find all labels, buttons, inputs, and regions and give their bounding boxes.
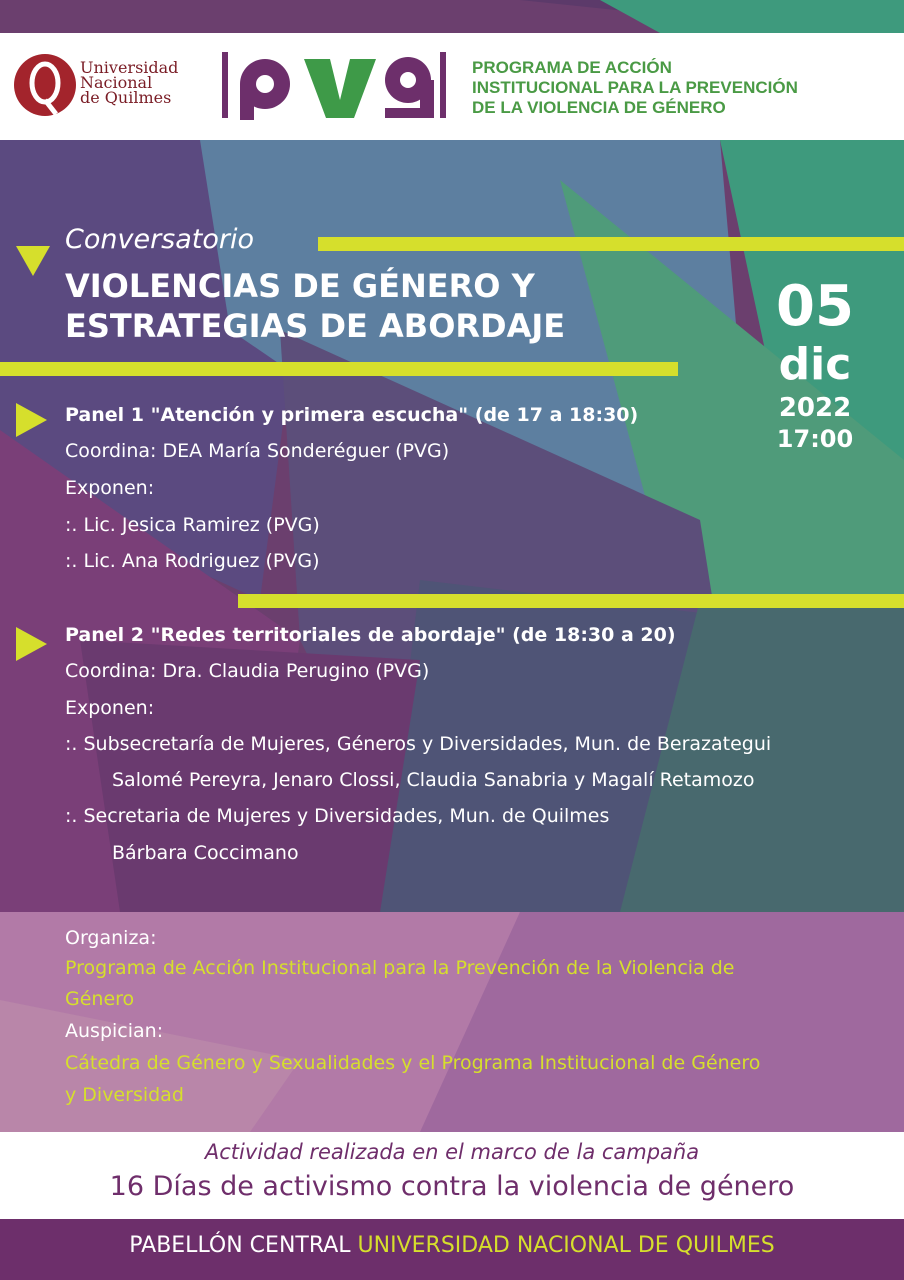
panel1-coordina: Coordina: DEA María Sonderéguer (PVG) xyxy=(65,440,450,462)
program-title-line: PROGRAMA DE ACCIÓN xyxy=(472,58,672,77)
panel1-exponen-label: Exponen: xyxy=(65,477,155,499)
event-kind: Conversatorio xyxy=(65,224,255,255)
event-title-line: VIOLENCIAS DE GÉNERO Y xyxy=(65,267,535,305)
auspician-text: Cátedra de Género y Sexualidades y el Programa Institucional de Género xyxy=(65,1052,761,1074)
event-date xyxy=(760,276,870,454)
panel1-speaker: :. Lic. Ana Rodriguez (PVG) xyxy=(65,550,320,572)
university-name xyxy=(80,60,178,105)
triangle-right-icon xyxy=(16,627,47,661)
accent-bar xyxy=(0,362,678,376)
panel2-speaker-names: Bárbara Coccimano xyxy=(112,842,299,864)
footer-location xyxy=(0,1233,904,1258)
panel2-coordina: Coordina: Dra. Claudia Perugino (PVG) xyxy=(65,660,430,682)
panel1-title: Panel 1 "Atención y primera escucha" (de 17 a 18:30) xyxy=(65,404,639,426)
campaign-name: 16 Días de activismo contra la violencia de género xyxy=(109,1171,795,1202)
triangle-down-icon xyxy=(16,246,50,276)
organiza-text: Género xyxy=(65,988,135,1010)
university-line: de Quilmes xyxy=(80,88,172,107)
panel2-speaker-org: :. Secretaria de Mujeres y Diversidades, Mun. de Quilmes xyxy=(65,805,610,827)
event-title xyxy=(65,266,565,346)
date-year: 2022 xyxy=(778,393,852,423)
pvg-logo xyxy=(220,50,448,120)
panel2-speaker-org: :. Subsecretaría de Mujeres, Géneros y Diversidades, Mun. de Berazategui xyxy=(65,733,772,755)
campaign-intro: Actividad realizada en el marco de la campaña xyxy=(204,1140,700,1164)
auspician-text: y Diversidad xyxy=(65,1084,184,1106)
program-title-line: DE LA VIOLENCIA DE GÉNERO xyxy=(472,98,726,117)
footer-university: UNIVERSIDAD NACIONAL DE QUILMES xyxy=(357,1233,775,1258)
auspician-label: Auspician: xyxy=(65,1020,164,1042)
organiza-label: Organiza: xyxy=(65,927,157,949)
university-line: Universidad xyxy=(80,58,179,77)
date-time: 17:00 xyxy=(776,425,854,453)
panel2-exponen-label: Exponen: xyxy=(65,697,155,719)
panel2-title: Panel 2 "Redes territoriales de abordaje" (de 18:30 a 20) xyxy=(65,624,676,646)
accent-bar xyxy=(318,237,904,251)
date-day: 05 xyxy=(776,274,854,339)
university-line: Nacional xyxy=(80,73,153,92)
accent-bar xyxy=(238,594,904,608)
panel2-speaker-names: Salomé Pereyra, Jenaro Clossi, Claudia Sanabria y Magalí Retamozo xyxy=(112,769,755,791)
event-title-line: ESTRATEGIAS DE ABORDAJE xyxy=(65,307,566,345)
panel1-speaker: :. Lic. Jesica Ramirez (PVG) xyxy=(65,514,320,536)
triangle-right-icon xyxy=(16,403,47,437)
footer-place: PABELLÓN CENTRAL xyxy=(129,1233,351,1258)
date-month: dic xyxy=(778,339,852,390)
organiza-text: Programa de Acción Institucional para la Prevención de la Violencia de xyxy=(65,957,735,979)
unq-logo-icon xyxy=(12,52,78,118)
program-title-line: INSTITUCIONAL PARA LA PREVENCIÓN xyxy=(472,78,798,97)
program-title xyxy=(472,58,882,118)
